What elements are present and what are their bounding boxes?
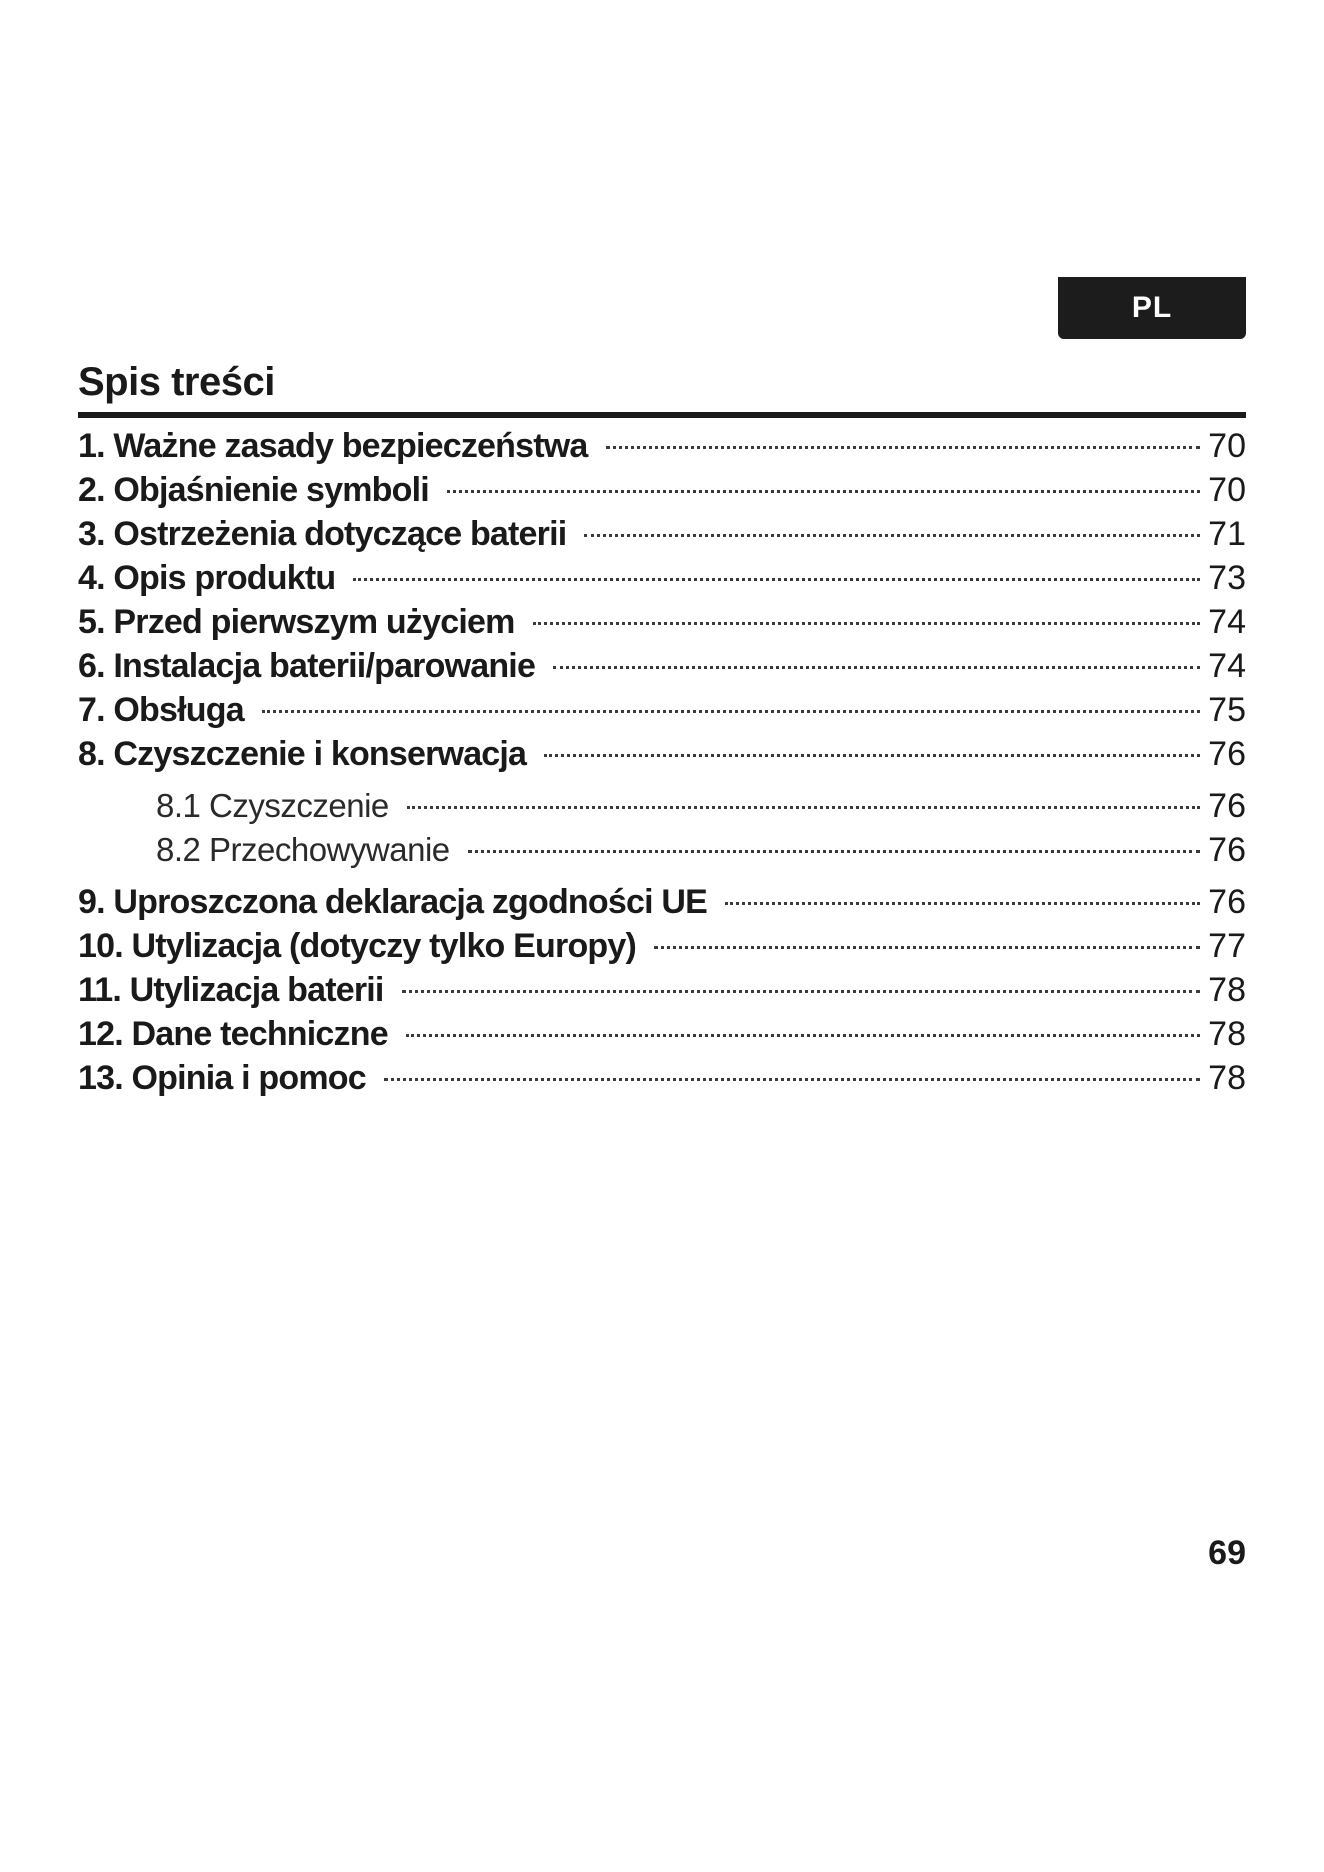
toc-entry-13[interactable] (78, 1056, 1246, 1100)
toc-entry-page: 74 (1208, 647, 1246, 685)
language-tab (1058, 277, 1246, 339)
toc-entry-label: 2. Objaśnienie symboli (78, 471, 429, 509)
toc-entry-label: 3. Ostrzeżenia dotyczące baterii (78, 515, 567, 553)
language-tab-label: PL (1131, 291, 1173, 324)
toc-entry-page: 73 (1208, 559, 1246, 597)
toc-entry-label: 10. Utylizacja (dotyczy tylko Europy) (78, 927, 637, 965)
toc-dot-leader (553, 666, 1200, 669)
toc-entry-label: 4. Opis produktu (78, 559, 336, 597)
toc-entry-page: 78 (1208, 971, 1246, 1009)
toc-entry-label: 1. Ważne zasady bezpieczeństwa (78, 427, 588, 465)
title-divider (78, 412, 1246, 418)
toc-entry-page: 76 (1208, 883, 1246, 921)
toc-entry-12[interactable] (78, 1012, 1246, 1056)
toc-entry-3[interactable] (78, 512, 1246, 556)
toc-entry-11[interactable] (78, 968, 1246, 1012)
toc-entry-label: 8. Czyszczenie i konserwacja (78, 735, 527, 773)
toc-subentry-label: 8.1 Czyszczenie (156, 787, 389, 824)
toc-entry-page: 70 (1208, 427, 1246, 465)
toc-entry-page: 77 (1208, 927, 1246, 965)
toc-entry-8-1[interactable] (78, 784, 1246, 828)
toc-dot-leader (406, 1034, 1200, 1037)
toc-dot-leader (468, 850, 1201, 853)
toc-entry-10[interactable] (78, 924, 1246, 968)
page-number: 69 (1208, 1534, 1246, 1572)
toc-entry-9[interactable] (78, 880, 1246, 924)
toc-dot-leader (353, 578, 1200, 581)
toc-entry-label: 12. Dane techniczne (78, 1015, 388, 1053)
toc-dot-leader (384, 1078, 1200, 1081)
toc-entry-label: 9. Uproszczona deklaracja zgodności UE (78, 883, 708, 921)
toc-dot-leader (533, 622, 1201, 625)
toc-entry-8-2[interactable] (78, 828, 1246, 872)
toc-dot-leader (407, 806, 1200, 809)
toc-dot-leader (402, 990, 1201, 993)
toc-entry-label: 13. Opinia i pomoc (78, 1059, 366, 1097)
toc-entry-page: 70 (1208, 471, 1246, 509)
toc-entry-page: 76 (1208, 735, 1246, 773)
toc-entry-7[interactable] (78, 688, 1246, 732)
toc-subentry-page: 76 (1208, 787, 1246, 825)
toc-dot-leader (544, 754, 1200, 757)
toc-entry-page: 74 (1208, 603, 1246, 641)
table-of-contents (78, 424, 1246, 1100)
toc-dot-leader (725, 902, 1200, 905)
toc-entry-6[interactable] (78, 644, 1246, 688)
toc-dot-leader (606, 446, 1201, 449)
toc-entry-1[interactable] (78, 424, 1246, 468)
toc-entry-page: 71 (1208, 515, 1246, 553)
page-title: Spis treści (78, 360, 275, 404)
toc-dot-leader (447, 490, 1200, 493)
toc-entry-label: 5. Przed pierwszym użyciem (78, 603, 515, 641)
toc-dot-leader (654, 946, 1200, 949)
toc-dot-leader (584, 534, 1200, 537)
toc-entry-2[interactable] (78, 468, 1246, 512)
toc-entry-label: 11. Utylizacja baterii (78, 971, 384, 1009)
toc-entry-page: 78 (1208, 1015, 1246, 1053)
toc-entry-page: 75 (1208, 691, 1246, 729)
toc-entry-label: 6. Instalacja baterii/parowanie (78, 647, 536, 685)
toc-dot-leader (262, 710, 1200, 713)
toc-subentry-page: 76 (1208, 831, 1246, 869)
toc-entry-page: 78 (1208, 1059, 1246, 1097)
toc-entry-label: 7. Obsługa (78, 691, 244, 729)
toc-entry-5[interactable] (78, 600, 1246, 644)
toc-entry-8[interactable] (78, 732, 1246, 776)
toc-entry-4[interactable] (78, 556, 1246, 600)
toc-subentry-label: 8.2 Przechowywanie (156, 831, 450, 868)
